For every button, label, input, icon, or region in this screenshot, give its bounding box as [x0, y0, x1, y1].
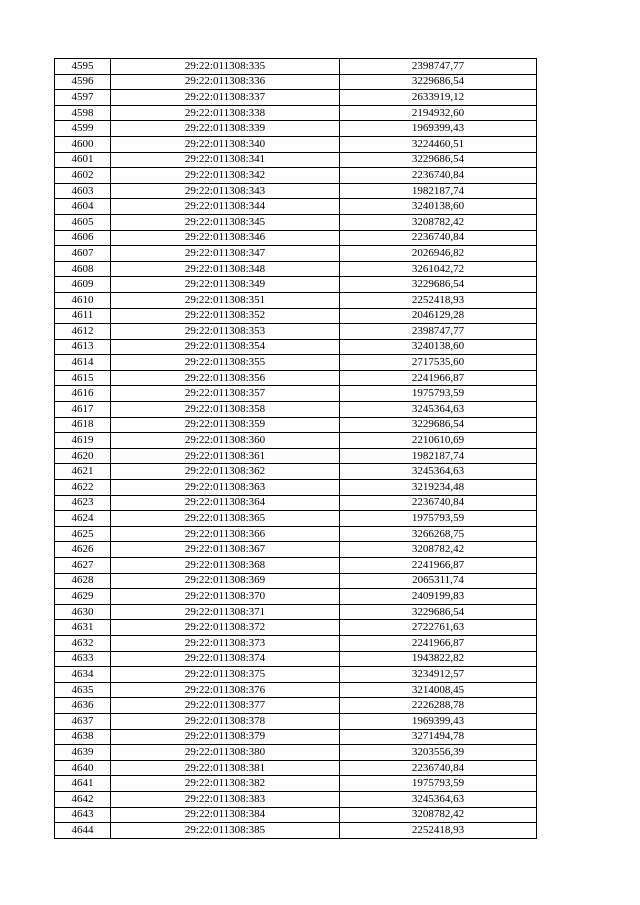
table-row	[55, 183, 537, 199]
cadastral-number-cell: 29:22:011308:376	[111, 682, 340, 698]
cadastral-value-cell: 2236740,84	[340, 168, 537, 184]
cadastral-value-cell: 3208782,42	[340, 214, 537, 230]
row-number-cell: 4605	[55, 214, 111, 230]
cadastral-number-cell: 29:22:011308:354	[111, 339, 340, 355]
cadastral-number-cell: 29:22:011308:360	[111, 433, 340, 449]
cadastral-value-cell: 2236740,84	[340, 760, 537, 776]
row-number-cell: 4596	[55, 74, 111, 90]
cadastral-number-cell: 29:22:011308:351	[111, 292, 340, 308]
row-number-cell: 4599	[55, 121, 111, 137]
cadastral-value-cell: 2226288,78	[340, 698, 537, 714]
table-body	[55, 59, 537, 839]
table-row	[55, 324, 537, 340]
table-row	[55, 339, 537, 355]
cadastral-number-cell: 29:22:011308:343	[111, 183, 340, 199]
cadastral-value-cell: 1969399,43	[340, 121, 537, 137]
cadastral-value-cell: 2236740,84	[340, 495, 537, 511]
cadastral-value-cell: 3229686,54	[340, 277, 537, 293]
row-number-cell: 4644	[55, 823, 111, 839]
cadastral-value-cell: 3214008,45	[340, 682, 537, 698]
table-row	[55, 214, 537, 230]
cadastral-number-cell: 29:22:011308:355	[111, 355, 340, 371]
table-row	[55, 246, 537, 262]
row-number-cell: 4616	[55, 386, 111, 402]
table-row	[55, 370, 537, 386]
cadastral-number-cell: 29:22:011308:344	[111, 199, 340, 215]
cadastral-value-cell: 3240138,60	[340, 199, 537, 215]
row-number-cell: 4610	[55, 292, 111, 308]
cadastral-value-cell: 3240138,60	[340, 339, 537, 355]
cadastral-value-table	[54, 58, 537, 839]
row-number-cell: 4611	[55, 308, 111, 324]
cadastral-value-cell: 2241966,87	[340, 635, 537, 651]
cadastral-number-cell: 29:22:011308:359	[111, 417, 340, 433]
cadastral-value-cell: 2717535,60	[340, 355, 537, 371]
cadastral-number-cell: 29:22:011308:379	[111, 729, 340, 745]
cadastral-value-cell: 1975793,59	[340, 511, 537, 527]
cadastral-value-cell: 2398747,77	[340, 59, 537, 75]
row-number-cell: 4617	[55, 402, 111, 418]
row-number-cell: 4623	[55, 495, 111, 511]
row-number-cell: 4630	[55, 604, 111, 620]
row-number-cell: 4629	[55, 589, 111, 605]
table-row	[55, 386, 537, 402]
table-row	[55, 760, 537, 776]
row-number-cell: 4632	[55, 635, 111, 651]
cadastral-number-cell: 29:22:011308:369	[111, 573, 340, 589]
row-number-cell: 4621	[55, 464, 111, 480]
row-number-cell: 4627	[55, 558, 111, 574]
cadastral-number-cell: 29:22:011308:372	[111, 620, 340, 636]
row-number-cell: 4631	[55, 620, 111, 636]
table-row	[55, 105, 537, 121]
row-number-cell: 4636	[55, 698, 111, 714]
row-number-cell: 4633	[55, 651, 111, 667]
cadastral-number-cell: 29:22:011308:366	[111, 526, 340, 542]
row-number-cell: 4595	[55, 59, 111, 75]
cadastral-number-cell: 29:22:011308:358	[111, 402, 340, 418]
cadastral-value-cell: 3245364,63	[340, 464, 537, 480]
cadastral-value-cell: 2241966,87	[340, 558, 537, 574]
table-row	[55, 729, 537, 745]
cadastral-value-cell: 1969399,43	[340, 713, 537, 729]
table-row	[55, 682, 537, 698]
cadastral-number-cell: 29:22:011308:342	[111, 168, 340, 184]
row-number-cell: 4615	[55, 370, 111, 386]
cadastral-value-cell: 3208782,42	[340, 542, 537, 558]
cadastral-number-cell: 29:22:011308:339	[111, 121, 340, 137]
cadastral-number-cell: 29:22:011308:371	[111, 604, 340, 620]
cadastral-value-cell: 2398747,77	[340, 324, 537, 340]
cadastral-number-cell: 29:22:011308:345	[111, 214, 340, 230]
row-number-cell: 4602	[55, 168, 111, 184]
row-number-cell: 4626	[55, 542, 111, 558]
row-number-cell: 4609	[55, 277, 111, 293]
cadastral-value-cell: 3229686,54	[340, 74, 537, 90]
cadastral-value-cell: 3245364,63	[340, 402, 537, 418]
cadastral-value-cell: 3203556,39	[340, 745, 537, 761]
row-number-cell: 4634	[55, 667, 111, 683]
cadastral-value-cell: 3229686,54	[340, 417, 537, 433]
table-row	[55, 526, 537, 542]
cadastral-number-cell: 29:22:011308:385	[111, 823, 340, 839]
row-number-cell: 4608	[55, 261, 111, 277]
table-row	[55, 791, 537, 807]
table-row	[55, 698, 537, 714]
cadastral-value-cell: 3271494,78	[340, 729, 537, 745]
table-row	[55, 807, 537, 823]
table-row	[55, 448, 537, 464]
cadastral-number-cell: 29:22:011308:337	[111, 90, 340, 106]
row-number-cell: 4601	[55, 152, 111, 168]
table-row	[55, 121, 537, 137]
cadastral-value-cell: 3208782,42	[340, 807, 537, 823]
cadastral-value-cell: 3266268,75	[340, 526, 537, 542]
table-row	[55, 480, 537, 496]
cadastral-value-cell: 2194932,60	[340, 105, 537, 121]
table-row	[55, 745, 537, 761]
cadastral-value-cell: 2633919,12	[340, 90, 537, 106]
cadastral-value-cell: 2026946,82	[340, 246, 537, 262]
cadastral-value-cell: 3234912,57	[340, 667, 537, 683]
table-row	[55, 635, 537, 651]
cadastral-value-cell: 3224460,51	[340, 136, 537, 152]
cadastral-number-cell: 29:22:011308:348	[111, 261, 340, 277]
row-number-cell: 4613	[55, 339, 111, 355]
cadastral-number-cell: 29:22:011308:346	[111, 230, 340, 246]
cadastral-number-cell: 29:22:011308:335	[111, 59, 340, 75]
row-number-cell: 4597	[55, 90, 111, 106]
table-row	[55, 199, 537, 215]
table-row	[55, 261, 537, 277]
row-number-cell: 4619	[55, 433, 111, 449]
table-row	[55, 355, 537, 371]
cadastral-value-cell: 1943822,82	[340, 651, 537, 667]
table-row	[55, 417, 537, 433]
cadastral-value-cell: 2409199,83	[340, 589, 537, 605]
cadastral-number-cell: 29:22:011308:378	[111, 713, 340, 729]
cadastral-number-cell: 29:22:011308:362	[111, 464, 340, 480]
row-number-cell: 4642	[55, 791, 111, 807]
cadastral-number-cell: 29:22:011308:341	[111, 152, 340, 168]
cadastral-number-cell: 29:22:011308:367	[111, 542, 340, 558]
cadastral-number-cell: 29:22:011308:356	[111, 370, 340, 386]
row-number-cell: 4598	[55, 105, 111, 121]
row-number-cell: 4612	[55, 324, 111, 340]
table-row	[55, 152, 537, 168]
cadastral-number-cell: 29:22:011308:370	[111, 589, 340, 605]
cadastral-number-cell: 29:22:011308:381	[111, 760, 340, 776]
cadastral-value-cell: 1982187,74	[340, 183, 537, 199]
cadastral-value-cell: 2241966,87	[340, 370, 537, 386]
cadastral-value-cell: 3245364,63	[340, 791, 537, 807]
cadastral-number-cell: 29:22:011308:340	[111, 136, 340, 152]
cadastral-number-cell: 29:22:011308:347	[111, 246, 340, 262]
cadastral-value-cell: 2065311,74	[340, 573, 537, 589]
cadastral-number-cell: 29:22:011308:374	[111, 651, 340, 667]
table-row	[55, 59, 537, 75]
cadastral-number-cell: 29:22:011308:373	[111, 635, 340, 651]
cadastral-value-cell: 3229686,54	[340, 152, 537, 168]
cadastral-number-cell: 29:22:011308:380	[111, 745, 340, 761]
table-row	[55, 402, 537, 418]
cadastral-number-cell: 29:22:011308:353	[111, 324, 340, 340]
row-number-cell: 4603	[55, 183, 111, 199]
cadastral-number-cell: 29:22:011308:365	[111, 511, 340, 527]
table-row	[55, 168, 537, 184]
cadastral-number-cell: 29:22:011308:336	[111, 74, 340, 90]
cadastral-number-cell: 29:22:011308:377	[111, 698, 340, 714]
table-row	[55, 573, 537, 589]
table-row	[55, 604, 537, 620]
cadastral-number-cell: 29:22:011308:363	[111, 480, 340, 496]
row-number-cell: 4637	[55, 713, 111, 729]
table-row	[55, 464, 537, 480]
cadastral-number-cell: 29:22:011308:338	[111, 105, 340, 121]
table-row	[55, 589, 537, 605]
row-number-cell: 4622	[55, 480, 111, 496]
cadastral-value-cell: 1975793,59	[340, 776, 537, 792]
table-row	[55, 292, 537, 308]
row-number-cell: 4625	[55, 526, 111, 542]
table-row	[55, 230, 537, 246]
row-number-cell: 4635	[55, 682, 111, 698]
row-number-cell: 4641	[55, 776, 111, 792]
table-row	[55, 620, 537, 636]
cadastral-value-cell: 2252418,93	[340, 823, 537, 839]
row-number-cell: 4624	[55, 511, 111, 527]
table-row	[55, 776, 537, 792]
table-row	[55, 308, 537, 324]
row-number-cell: 4604	[55, 199, 111, 215]
table-row	[55, 90, 537, 106]
cadastral-value-cell: 1982187,74	[340, 448, 537, 464]
table-row	[55, 433, 537, 449]
row-number-cell: 4614	[55, 355, 111, 371]
row-number-cell: 4618	[55, 417, 111, 433]
row-number-cell: 4643	[55, 807, 111, 823]
cadastral-number-cell: 29:22:011308:364	[111, 495, 340, 511]
table-row	[55, 542, 537, 558]
cadastral-number-cell: 29:22:011308:384	[111, 807, 340, 823]
cadastral-value-cell: 2046129,28	[340, 308, 537, 324]
cadastral-value-cell: 3261042,72	[340, 261, 537, 277]
table-row	[55, 651, 537, 667]
cadastral-number-cell: 29:22:011308:375	[111, 667, 340, 683]
cadastral-number-cell: 29:22:011308:383	[111, 791, 340, 807]
row-number-cell: 4620	[55, 448, 111, 464]
table-row	[55, 277, 537, 293]
table-row	[55, 74, 537, 90]
table-row	[55, 713, 537, 729]
cadastral-number-cell: 29:22:011308:382	[111, 776, 340, 792]
cadastral-value-cell: 3219234,48	[340, 480, 537, 496]
row-number-cell: 4640	[55, 760, 111, 776]
cadastral-number-cell: 29:22:011308:349	[111, 277, 340, 293]
row-number-cell: 4638	[55, 729, 111, 745]
cadastral-number-cell: 29:22:011308:352	[111, 308, 340, 324]
cadastral-value-cell: 3229686,54	[340, 604, 537, 620]
cadastral-value-cell: 2252418,93	[340, 292, 537, 308]
cadastral-number-cell: 29:22:011308:368	[111, 558, 340, 574]
cadastral-value-cell: 2210610,69	[340, 433, 537, 449]
cadastral-value-cell: 1975793,59	[340, 386, 537, 402]
document-page	[54, 58, 535, 839]
table-row	[55, 667, 537, 683]
table-row	[55, 511, 537, 527]
cadastral-number-cell: 29:22:011308:357	[111, 386, 340, 402]
table-row	[55, 823, 537, 839]
table-row	[55, 495, 537, 511]
table-row	[55, 136, 537, 152]
cadastral-value-cell: 2722761,63	[340, 620, 537, 636]
row-number-cell: 4606	[55, 230, 111, 246]
cadastral-number-cell: 29:22:011308:361	[111, 448, 340, 464]
row-number-cell: 4639	[55, 745, 111, 761]
row-number-cell: 4607	[55, 246, 111, 262]
cadastral-value-cell: 2236740,84	[340, 230, 537, 246]
row-number-cell: 4628	[55, 573, 111, 589]
row-number-cell: 4600	[55, 136, 111, 152]
table-row	[55, 558, 537, 574]
